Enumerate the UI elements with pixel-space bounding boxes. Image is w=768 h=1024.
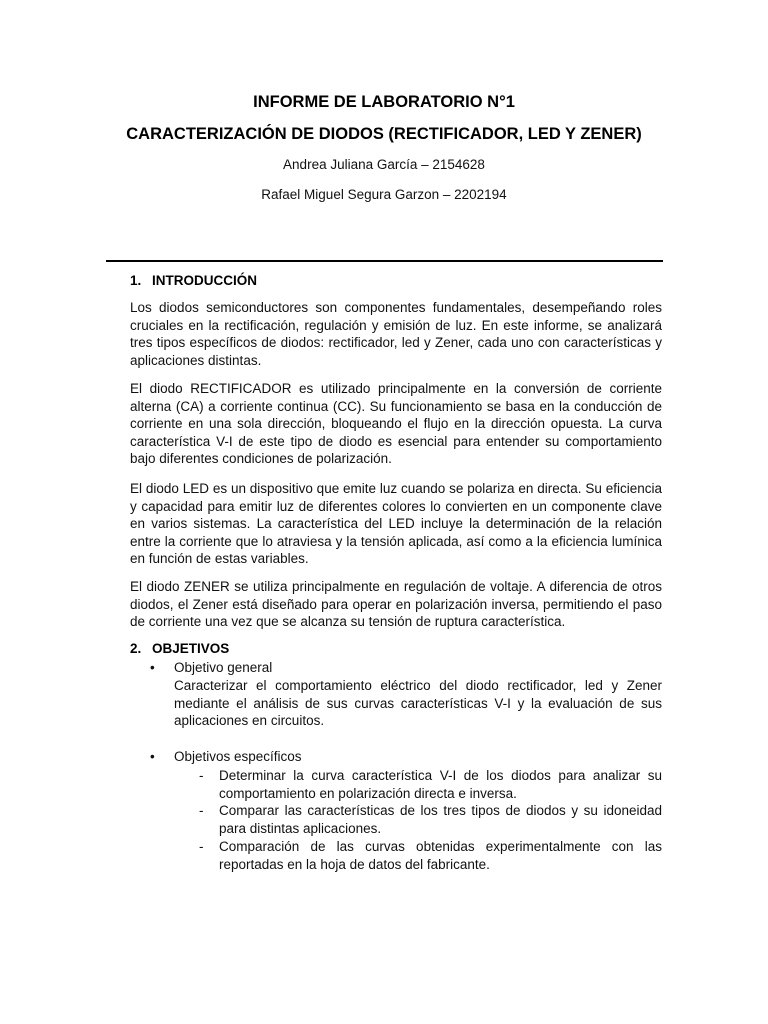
- specific-objective-item: Determinar la curva característica V-I de los diodos para analizar su comportamiento en polarización directa e inversa.: [219, 768, 662, 801]
- header-divider: [106, 260, 663, 262]
- report-title: INFORME DE LABORATORIO N°1: [253, 93, 515, 111]
- dash-marker: -: [199, 803, 204, 818]
- dash-marker: -: [199, 768, 204, 783]
- intro-paragraph-led: El diodo LED es un dispositivo que emite luz cuando se polariza en directa. Su eficiencia y capacidad para emitir luz de diferentes colores lo convierten en un componente clave en varios sistemas. La característica del LED incluye la determinación de la relación entre la corriente que lo atraviesa y la tensión aplicada, así como a la eficiencia lumínica en función de estas variables.: [130, 481, 662, 566]
- objective-general-label: Objetivo general: [174, 660, 273, 675]
- dash-marker: -: [199, 839, 204, 854]
- objective-general-text: Caracterizar el comportamiento eléctrico del diodo rectificador, led y Zener mediante el análisis de sus curvas características V-I y la evaluación de sus aplicaciones en circuitos.: [174, 678, 662, 728]
- section-title: INTRODUCCIÓN: [152, 273, 257, 288]
- section-title: OBJETIVOS: [152, 641, 230, 656]
- objective-specific-label: Objetivos específicos: [174, 749, 302, 764]
- intro-paragraph-zener: El diodo ZENER se utiliza principalmente en regulación de voltaje. A diferencia de otros diodos, el Zener está diseñado para operar en polarización inversa, permitiendo el paso de corriente una vez que se alcanza su tensión de ruptura característica.: [130, 579, 662, 629]
- specific-objective-item: Comparar las características de los tres tipos de diodos y su idoneidad para distintas aplicaciones.: [219, 803, 662, 836]
- section-heading-objetivos: [130, 640, 229, 658]
- report-subtitle: CARACTERIZACIÓN DE DIODOS (RECTIFICADOR, LED Y ZENER): [126, 125, 642, 143]
- section-number: 2.: [130, 641, 142, 656]
- section-number: 1.: [130, 273, 142, 288]
- section-heading-introduccion: [130, 272, 257, 290]
- specific-objective-item: Comparación de las curvas obtenidas experimentalmente con las reportadas en la hoja de datos del fabricante.: [219, 839, 662, 872]
- intro-paragraph-rectificador: El diodo RECTIFICADOR es utilizado principalmente en la conversión de corriente alterna (CA) a corriente continua (CC). Su funcionamiento se basa en la conducción de corriente en una sola dirección, bloqueando el flujo en la dirección opuesta. La curva característica V-I de este tipo de diodo es esencial para entender su comportamiento bajo diferentes condiciones de polarización.: [130, 381, 662, 466]
- author-line: Andrea Juliana García – 2154628: [283, 157, 485, 172]
- author-line: Rafael Miguel Segura Garzon – 2202194: [261, 187, 507, 202]
- bullet-marker: •: [150, 749, 155, 764]
- intro-paragraph: Los diodos semiconductores son componentes fundamentales, desempeñando roles cruciales en la rectificación, regulación y emisión de luz. En este informe, se analizará tres tipos específicos de diodos: rectificador, led y Zener, cada uno con características y aplicaciones distintas.: [130, 300, 662, 368]
- bullet-marker: •: [150, 660, 155, 675]
